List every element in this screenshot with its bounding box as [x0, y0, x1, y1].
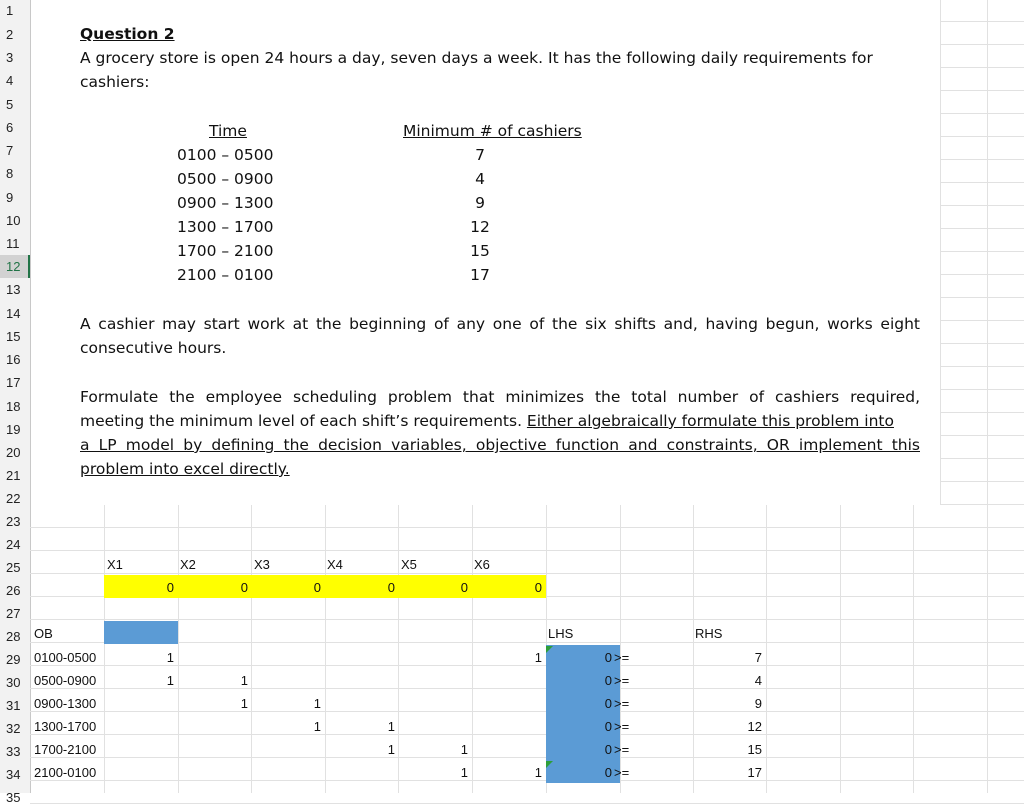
constraint-operator[interactable]: >=	[614, 696, 630, 711]
grid-line	[30, 527, 1024, 528]
grid-line	[913, 505, 914, 793]
constraint-label[interactable]: 0900-1300	[34, 696, 97, 711]
row-number[interactable]: 26	[6, 583, 21, 598]
lhs-value[interactable]: 0	[604, 719, 612, 734]
var-label-x6[interactable]: X6	[474, 557, 490, 572]
row-number[interactable]: 16	[6, 352, 21, 367]
constraint-label[interactable]: 2100-0100	[34, 765, 97, 780]
grid-line	[940, 320, 1024, 321]
grid-line	[178, 505, 179, 793]
row-number[interactable]: 12	[0, 255, 30, 278]
coefficient-cell[interactable]: 1	[387, 719, 395, 734]
grid-line	[940, 274, 1024, 275]
row-number[interactable]: 3	[6, 50, 14, 65]
constraint-operator[interactable]: >=	[614, 673, 630, 688]
rhs-value[interactable]: 4	[754, 673, 762, 688]
grid-line	[30, 550, 1024, 551]
var-value-x6[interactable]: 0	[534, 580, 542, 595]
grid-line	[940, 412, 1024, 413]
para3-line-3: a LP model by defining the decision variables, objective function and constraints, OR implement this	[80, 436, 920, 454]
constraint-operator[interactable]: >=	[614, 719, 630, 734]
rhs-value[interactable]: 17	[747, 765, 762, 780]
row-number[interactable]: 7	[6, 143, 14, 158]
rhs-value[interactable]: 7	[754, 650, 762, 665]
para3-line-2-plain: meeting the minimum level of each shift’s requirements.	[80, 412, 527, 430]
coefficient-cell[interactable]: 1	[460, 742, 468, 757]
row-number[interactable]: 34	[6, 767, 21, 782]
intro-line-1: A grocery store is open 24 hours a day, seven days a week. It has the following daily requirements for	[80, 49, 873, 67]
row-number[interactable]: 19	[6, 422, 21, 437]
row-number[interactable]: 11	[6, 236, 20, 251]
constraint-operator[interactable]: >=	[614, 765, 630, 780]
grid-line	[940, 90, 1024, 91]
grid-line	[251, 505, 252, 793]
para2-line-2: consecutive hours.	[80, 339, 227, 357]
grid-line	[940, 182, 1024, 183]
grid-line	[940, 159, 1024, 160]
coefficient-cell[interactable]: 1	[166, 650, 174, 665]
var-value-x5[interactable]: 0	[460, 580, 468, 595]
grid-line	[940, 113, 1024, 114]
grid-line	[940, 136, 1024, 137]
rhs-value[interactable]: 15	[747, 742, 762, 757]
constraint-label[interactable]: 0100-0500	[34, 650, 97, 665]
grid-line	[940, 458, 1024, 459]
var-value-x1[interactable]: 0	[166, 580, 174, 595]
para3-line-2-underlined: Either algebraically formulate this problem into	[526, 412, 894, 430]
row-number[interactable]: 17	[6, 375, 21, 390]
objective-label[interactable]: OB	[34, 626, 53, 641]
coefficient-cell[interactable]: 1	[460, 765, 468, 780]
row-number[interactable]: 23	[6, 514, 21, 529]
row-number[interactable]: 35	[6, 790, 21, 805]
lhs-value[interactable]: 0	[604, 696, 612, 711]
row-number[interactable]: 22	[6, 491, 21, 506]
para3-line-2	[80, 412, 920, 430]
row-number[interactable]: 32	[6, 721, 21, 736]
grid-line	[940, 0, 941, 505]
grid-line	[940, 366, 1024, 367]
row-number[interactable]: 27	[6, 606, 21, 621]
grid-line	[940, 481, 1024, 482]
coefficient-cell[interactable]: 1	[313, 719, 321, 734]
row-number[interactable]: 29	[6, 652, 21, 667]
row-number[interactable]: 25	[6, 560, 21, 575]
row-number[interactable]: 1	[6, 3, 14, 18]
row-number[interactable]: 8	[6, 166, 14, 181]
lhs-value[interactable]: 0	[604, 650, 612, 665]
coefficient-cell[interactable]: 1	[313, 696, 321, 711]
grid-line	[940, 435, 1024, 436]
grid-line	[940, 343, 1024, 344]
grid-line	[940, 67, 1024, 68]
table-row-min: 17	[470, 266, 490, 284]
var-label-x2[interactable]: X2	[180, 557, 196, 572]
grid-line	[940, 297, 1024, 298]
coefficient-cell[interactable]: 1	[534, 765, 542, 780]
grid-line	[30, 803, 1024, 804]
table-row-time: 0100 – 0500	[177, 146, 274, 164]
constraint-operator[interactable]: >=	[614, 742, 630, 757]
table-row-min: 15	[470, 242, 490, 260]
table-row-time: 1300 – 1700	[177, 218, 274, 236]
coefficient-cell[interactable]: 1	[166, 673, 174, 688]
table-row-min: 9	[475, 194, 485, 212]
grid-line	[940, 21, 1024, 22]
table-row-min: 4	[475, 170, 485, 188]
grid-line	[766, 505, 767, 793]
table-header-time: Time	[209, 122, 247, 140]
lhs-value[interactable]: 0	[604, 742, 612, 757]
cell-warning-marker[interactable]	[546, 646, 553, 653]
row-number[interactable]: 28	[6, 629, 21, 644]
row-number[interactable]: 15	[6, 329, 21, 344]
para3-line-4: problem into excel directly.	[80, 460, 290, 478]
grid-line	[940, 228, 1024, 229]
cell-warning-marker[interactable]	[546, 761, 553, 768]
question-heading: Question 2	[80, 25, 175, 43]
coefficient-cell[interactable]: 1	[240, 696, 248, 711]
grid-line	[30, 734, 1024, 735]
grid-line	[30, 619, 1024, 620]
rhs-value[interactable]: 12	[747, 719, 762, 734]
objective-cell[interactable]	[104, 621, 178, 644]
row-number[interactable]: 31	[6, 698, 21, 713]
var-label-x4[interactable]: X4	[327, 557, 343, 572]
table-row-time: 1700 – 2100	[177, 242, 274, 260]
grid-line	[940, 251, 1024, 252]
coefficient-cell[interactable]: 1	[387, 742, 395, 757]
var-label-x3[interactable]: X3	[254, 557, 270, 572]
row-number[interactable]: 33	[6, 744, 21, 759]
var-value-x4[interactable]: 0	[387, 580, 395, 595]
table-row-min: 12	[470, 218, 490, 236]
var-label-x5[interactable]: X5	[401, 557, 417, 572]
constraint-label[interactable]: 1700-2100	[34, 742, 97, 757]
grid-line	[940, 504, 1024, 505]
grid-line	[940, 205, 1024, 206]
row-number[interactable]: 24	[6, 537, 21, 552]
row-number[interactable]: 10	[6, 213, 21, 228]
lhs-header[interactable]: LHS	[548, 626, 574, 641]
grid-line	[940, 44, 1024, 45]
table-row-min: 7	[475, 146, 485, 164]
row-number[interactable]: 30	[6, 675, 21, 690]
grid-line	[30, 757, 1024, 758]
row-number[interactable]: 13	[6, 282, 21, 297]
grid-line	[987, 0, 988, 505]
table-row-time: 0900 – 1300	[177, 194, 274, 212]
row-number[interactable]: 6	[6, 120, 14, 135]
constraint-operator[interactable]: >=	[614, 650, 630, 665]
row-number[interactable]: 21	[6, 468, 21, 483]
intro-line-2: cashiers:	[80, 73, 150, 91]
rhs-value[interactable]: 9	[754, 696, 762, 711]
table-row-time: 0500 – 0900	[177, 170, 274, 188]
row-number[interactable]: 14	[6, 306, 21, 321]
rhs-header[interactable]: RHS	[695, 626, 723, 641]
grid-line	[840, 505, 841, 793]
constraint-label[interactable]: 1300-1700	[34, 719, 97, 734]
constraint-label[interactable]: 0500-0900	[34, 673, 97, 688]
var-value-x3[interactable]: 0	[313, 580, 321, 595]
para2-line-1: A cashier may start work at the beginning of any one of the six shifts and, having begun, works eight	[80, 315, 920, 333]
coefficient-cell[interactable]: 1	[534, 650, 542, 665]
row-number[interactable]: 20	[6, 445, 21, 460]
row-number[interactable]: 4	[6, 73, 14, 88]
grid-line	[940, 389, 1024, 390]
table-header-min-cashiers: Minimum # of cashiers	[403, 122, 582, 140]
var-label-x1[interactable]: X1	[107, 557, 123, 572]
grid-line	[30, 642, 1024, 643]
row-number[interactable]: 5	[6, 97, 14, 112]
lhs-value[interactable]: 0	[604, 765, 612, 780]
table-row-time: 2100 – 0100	[177, 266, 274, 284]
coefficient-cell[interactable]: 1	[240, 673, 248, 688]
row-number[interactable]: 9	[6, 190, 14, 205]
para3-line-1: Formulate the employee scheduling problem that minimizes the total number of cashiers required,	[80, 388, 920, 406]
grid-line	[987, 505, 988, 793]
row-number[interactable]: 2	[6, 27, 14, 42]
var-value-x2[interactable]: 0	[240, 580, 248, 595]
row-number[interactable]: 18	[6, 399, 21, 414]
lhs-value[interactable]: 0	[604, 673, 612, 688]
